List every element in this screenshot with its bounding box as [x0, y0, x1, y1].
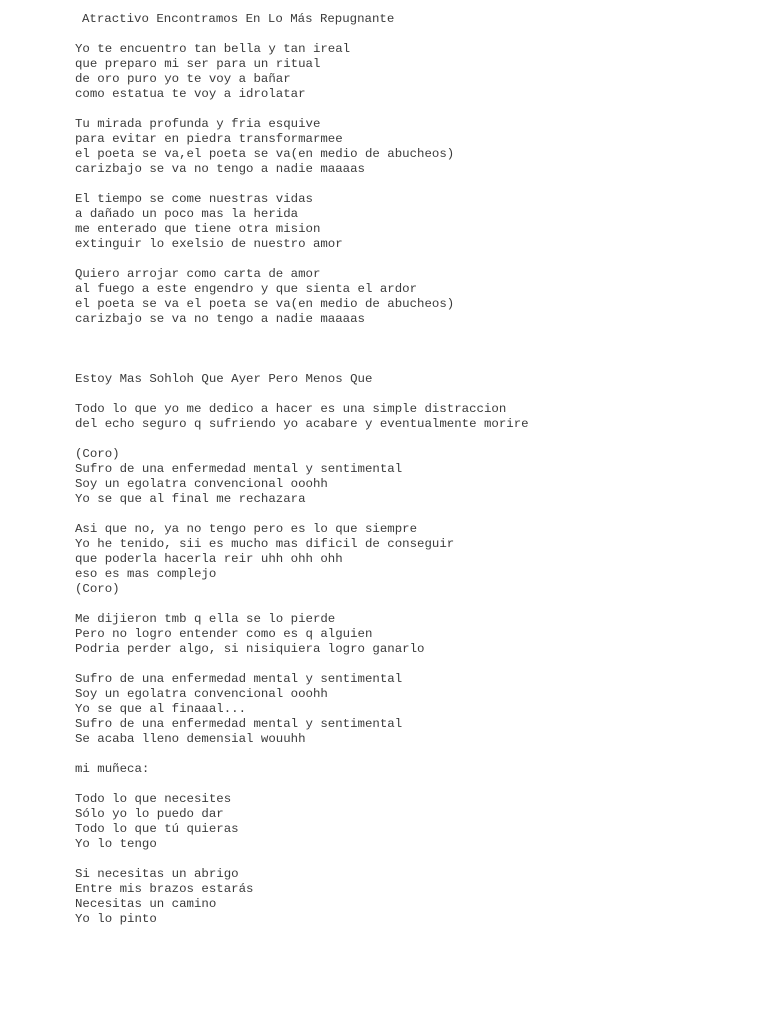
lyric-line: (Coro) [75, 447, 120, 461]
lyric-line: para evitar en piedra transformarmee [75, 132, 343, 146]
lyric-line: a dañado un poco mas la herida [75, 207, 299, 221]
stanza [75, 42, 755, 102]
lyric-line: que poderla hacerla reir uhh ohh ohh [75, 552, 343, 566]
lyric-line: Se acaba lleno demensial wouuhh [75, 732, 306, 746]
lyric-line: Sufro de una enfermedad mental y sentimental [75, 462, 403, 476]
stanza [75, 447, 755, 507]
lyric-line: Todo lo que tú quieras [75, 822, 239, 836]
lyric-line: Yo lo pinto [75, 912, 157, 926]
lyric-line: extinguir lo exelsio de nuestro amor [75, 237, 343, 251]
lyric-line: (Coro) [75, 582, 120, 596]
lyric-line: Me dijieron tmb q ella se lo pierde [75, 612, 336, 626]
lyric-line: eso es mas complejo [75, 567, 217, 581]
lyric-line: Yo lo tengo [75, 837, 157, 851]
stanza [75, 192, 755, 252]
lyric-line: que preparo mi ser para un ritual [75, 57, 321, 71]
document-title: Atractivo Encontramos En Lo Más Repugnante [82, 12, 395, 26]
stanza [75, 867, 755, 927]
lyric-line: el poeta se va el poeta se va(en medio de abucheos) [75, 297, 455, 311]
lyric-line: Entre mis brazos estarás [75, 882, 254, 896]
lyric-line: Si necesitas un abrigo [75, 867, 239, 881]
lyric-line: Asi que no, ya no tengo pero es lo que siempre [75, 522, 418, 536]
lyric-line: Podria perder algo, si nisiquiera logro ganarlo [75, 642, 425, 656]
lyric-line: Tu mirada profunda y fria esquive [75, 117, 321, 131]
lyric-line: de oro puro yo te voy a bañar [75, 72, 291, 86]
stanza [75, 522, 755, 597]
section-spacer [75, 327, 755, 357]
lyric-line: Soy un egolatra convencional ooohh [75, 687, 328, 701]
lyric-line: Necesitas un camino [75, 897, 217, 911]
lyric-line: Yo se que al final me rechazara [75, 492, 306, 506]
lyric-line: El tiempo se come nuestras vidas [75, 192, 313, 206]
lyric-line: Sufro de una enfermedad mental y sentimental [75, 672, 403, 686]
lyric-line: me enterado que tiene otra mision [75, 222, 321, 236]
stanza [75, 792, 755, 852]
stanza [75, 612, 755, 657]
stanza [75, 117, 755, 177]
song-heading: Estoy Mas Sohloh Que Ayer Pero Menos Que [75, 372, 373, 386]
lyric-line: Yo te encuentro tan bella y tan ireal [75, 42, 351, 56]
lyric-line: Yo se que al finaaal... [75, 702, 247, 716]
lyric-line: como estatua te voy a idrolatar [75, 87, 306, 101]
lyric-line: el poeta se va,el poeta se va(en medio de abucheos) [75, 147, 455, 161]
lyric-line: Sólo yo lo puedo dar [75, 807, 224, 821]
lyric-line: al fuego a este engendro y que sienta el ardor [75, 282, 418, 296]
lyrics-part-2 [75, 402, 755, 927]
lyric-line: Yo he tenido, sii es mucho mas dificil de conseguir [75, 537, 455, 551]
stanza [75, 267, 755, 327]
lyric-line: mi muñeca: [75, 762, 150, 776]
lyric-line: Todo lo que yo me dedico a hacer es una simple distraccion [75, 402, 507, 416]
lyric-line: Sufro de una enfermedad mental y sentimental [75, 717, 403, 731]
lyric-line: carizbajo se va no tengo a nadie maaaas [75, 312, 365, 326]
lyric-line: Pero no logro entender como es q alguien [75, 627, 373, 641]
stanza [75, 762, 755, 777]
lyric-line: del echo seguro q sufriendo yo acabare y eventualmente morire [75, 417, 529, 431]
stanza [75, 402, 755, 432]
lyric-line: Todo lo que necesites [75, 792, 232, 806]
lyrics-document [75, 12, 755, 927]
lyrics-part-1 [75, 42, 755, 327]
lyric-line: Quiero arrojar como carta de amor [75, 267, 321, 281]
stanza [75, 672, 755, 747]
lyric-line: Soy un egolatra convencional ooohh [75, 477, 328, 491]
lyric-line: carizbajo se va no tengo a nadie maaaas [75, 162, 365, 176]
